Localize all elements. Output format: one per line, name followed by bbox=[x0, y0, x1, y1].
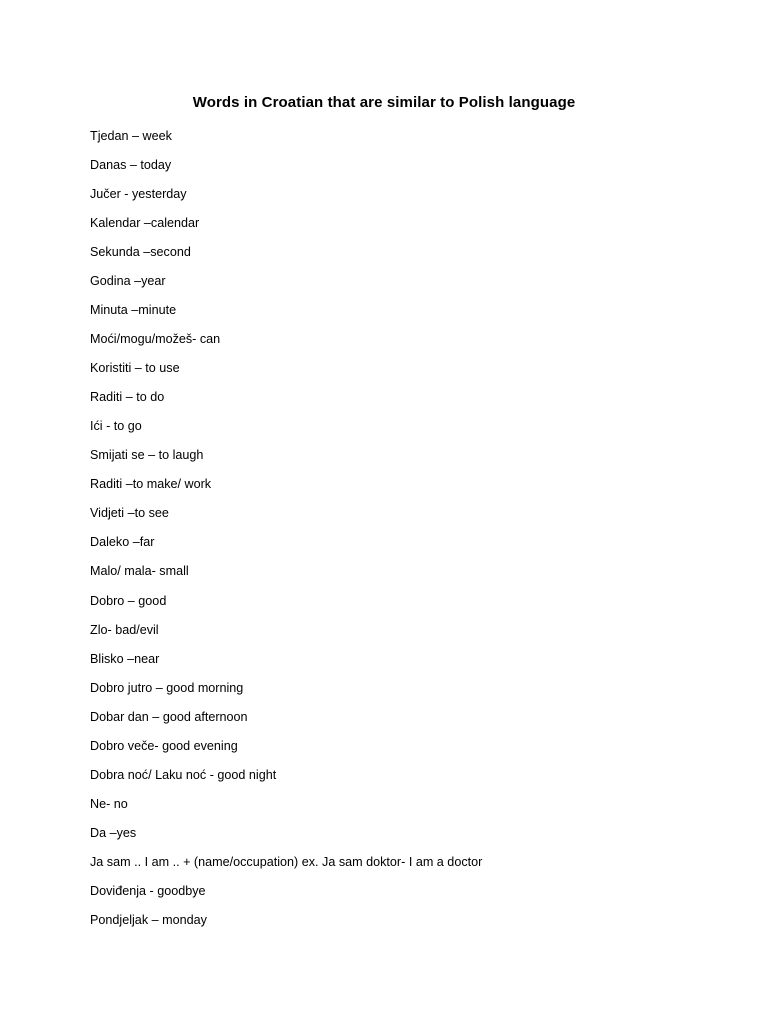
list-item: Zlo- bad/evil bbox=[90, 622, 159, 637]
list-item: Dobro jutro – good morning bbox=[90, 680, 244, 695]
list-item: Malo/ mala- small bbox=[90, 564, 189, 579]
list-item: Daleko –far bbox=[90, 535, 155, 550]
list-item: Ići - to go bbox=[90, 419, 142, 434]
list-item: Blisko –near bbox=[90, 651, 160, 666]
list-item: Jučer - yesterday bbox=[90, 187, 187, 202]
list-item: Ja sam .. I am .. + (name/occupation) ex. Ja sam doktor- I am a doctor bbox=[90, 854, 483, 869]
list-item: Ne- no bbox=[90, 796, 128, 811]
list-item: Doviđenja - goodbye bbox=[90, 883, 206, 898]
list-item: Raditi – to do bbox=[90, 390, 165, 405]
list-item: Pondjeljak – monday bbox=[90, 912, 207, 927]
list-item: Dobra noć/ Laku noć - good night bbox=[90, 767, 277, 782]
list-item: Dobro – good bbox=[90, 593, 167, 608]
list-item: Dobro veče- good evening bbox=[90, 738, 238, 753]
list-item: Godina –year bbox=[90, 274, 166, 289]
list-item: Raditi –to make/ work bbox=[90, 477, 212, 492]
list-item: Dobar dan – good afternoon bbox=[90, 709, 248, 724]
list-item: Smijati se – to laugh bbox=[90, 448, 204, 463]
list-item: Sekunda –second bbox=[90, 245, 191, 260]
list-item: Danas – today bbox=[90, 158, 172, 173]
list-item: Koristiti – to use bbox=[90, 361, 180, 376]
document-title: Words in Croatian that are similar to Polish language bbox=[192, 94, 576, 111]
list-item: Kalendar –calendar bbox=[90, 216, 200, 231]
word-list bbox=[90, 127, 482, 940]
list-item: Moći/mogu/možeš- can bbox=[90, 332, 221, 347]
list-item: Minuta –minute bbox=[90, 303, 177, 318]
list-item: Da –yes bbox=[90, 825, 137, 840]
list-item: Vidjeti –to see bbox=[90, 506, 169, 521]
list-item: Tjedan – week bbox=[90, 129, 172, 143]
